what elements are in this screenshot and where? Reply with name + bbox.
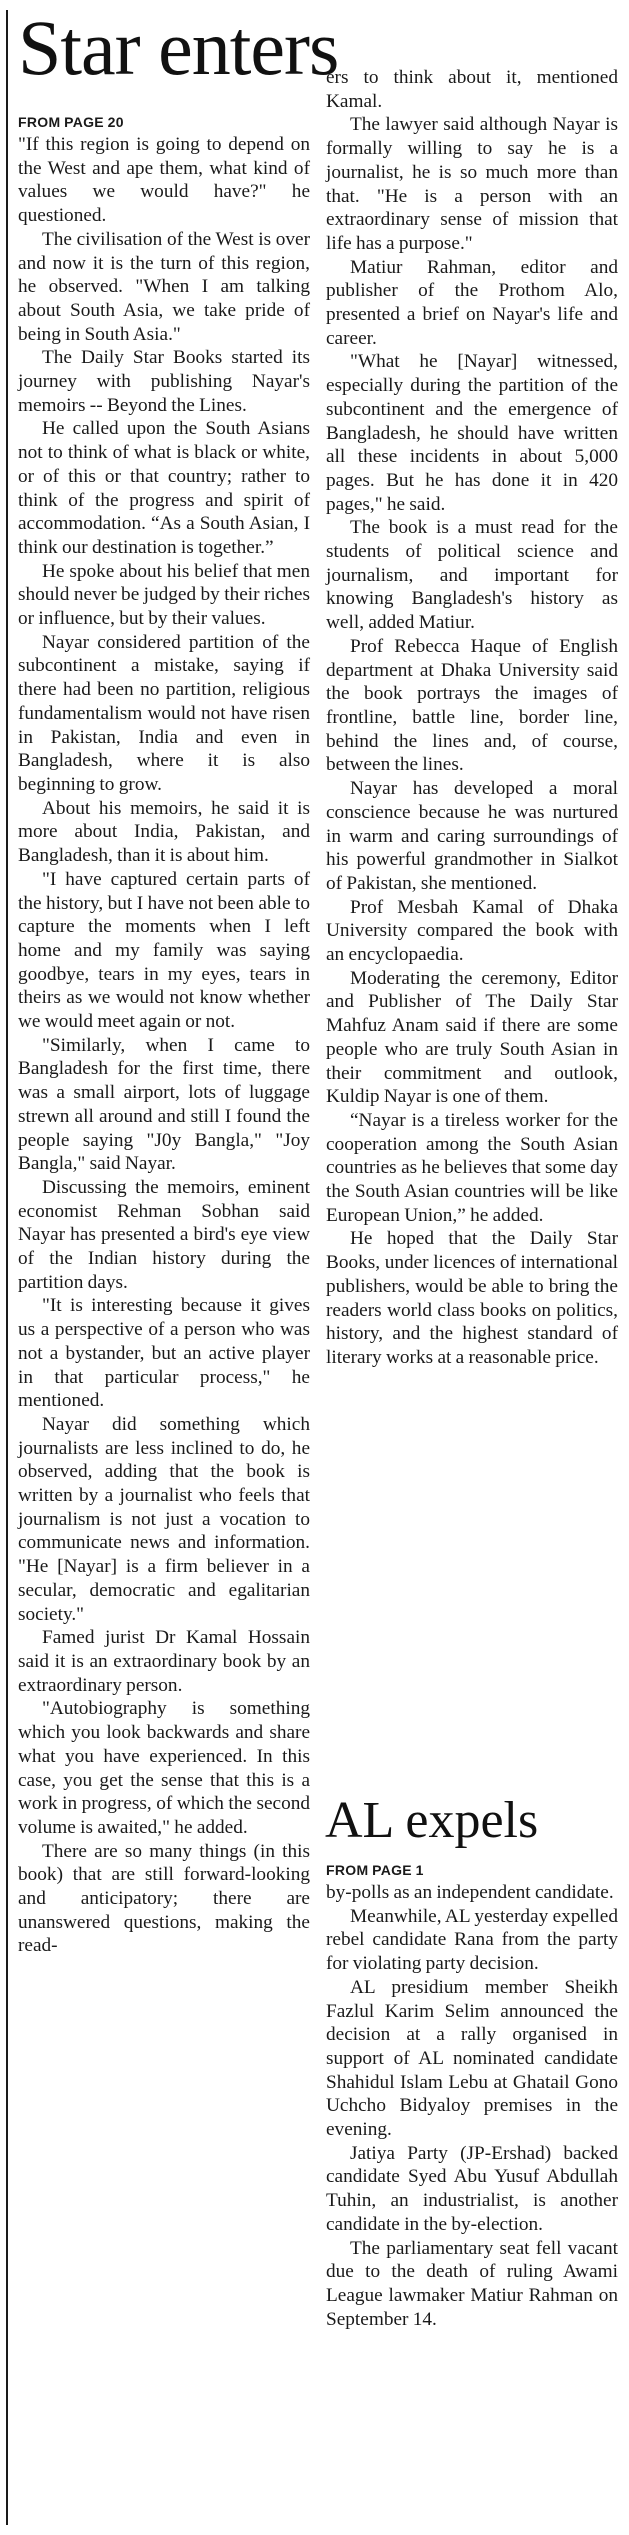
article-second-column <box>326 1862 618 2331</box>
paragraph: Prof Rebecca Haque of English department at Dhaka University said the book portrays the images of frontline, battle line, border line, behind the lines and, of course, between the lines. <box>326 635 618 776</box>
paragraph: Discussing the memoirs, eminent economist Rehman Sobhan said Nayar has presented a bird's eye view of the Indian history during the partition days. <box>18 1176 310 1293</box>
paragraph: The book is a must read for the students of political science and journalism, and important for knowing Bangladesh's history as well, added Matiur. <box>326 517 618 634</box>
kicker-from-page-1: FROM PAGE 1 <box>326 1862 424 1878</box>
paragraph: "It is interesting because it gives us a perspective of a person who was not a bystander, but an active player in that particular process," he mentioned. <box>18 1295 310 1412</box>
paragraph: The parliamentary seat fell vacant due to the death of ruling Awami League lawmaker Matiur Rahman on September 14. <box>326 2237 618 2330</box>
paragraph: Prof Mesbah Kamal of Dhaka University compared the book with an encyclopaedia. <box>326 896 618 966</box>
column-rule <box>6 10 8 2525</box>
paragraph-continuation: by-polls as an independent candidate. <box>326 1882 614 1903</box>
paragraph: The Daily Star Books started its journey with publishing Nayar's memoirs -- Beyond the Lines. <box>18 347 310 416</box>
paragraph: There are so many things (in this book) that are still forward-looking and anticipatory; there are unanswered questions, making the read- <box>18 1840 310 1957</box>
paragraph-continuation: ers to think about it, mentioned Kamal. <box>326 67 618 112</box>
kicker-from-page-20: FROM PAGE 20 <box>18 114 124 130</box>
paragraph: Famed jurist Dr Kamal Hossain said it is an extraordinary book by an extraordinary person. <box>18 1627 310 1696</box>
paragraph: Nayar did something which journalists are less inclined to do, he observed, adding that the book is written by a journalist who feels that journalism is not just a vocation to communicate news and information. "He [Nayar] is a firm believer in a secular, democratic and egalitarian society." <box>18 1413 310 1625</box>
paragraph: AL presidium member Sheikh Fazlul Karim Selim announced the decision at a rally organised in support of AL nominated candidate Shahidul Islam Lebu at Ghatail Gono Uchcho Bidyaloy premises in the evening. <box>326 1976 618 2141</box>
paragraph: The lawyer said although Nayar is formally willing to say he is a journalist, he is so much more than that. "He is a person with an extraordinary sense of mission that life has a purpose." <box>326 114 618 254</box>
paragraph: Jatiya Party (JP-Ershad) backed candidate Syed Abu Yusuf Abdullah Tuhin, an industrialist, is another candidate in the by-election. <box>326 2142 618 2235</box>
paragraph: "Autobiography is something which you look backwards and share what you have experienced. In this case, you get the sense that this is a work in progress, of which the second volume is awaited," he added. <box>18 1698 310 1838</box>
paragraph: "What he [Nayar] witnessed, especially during the partition of the subcontinent and the emergence of Bangladesh, he should have written all these incidents in about 5,000 pages. But he has done it in 420 pages," he said. <box>326 351 618 515</box>
article-main-column-2 <box>326 66 618 1370</box>
paragraph: "Similarly, when I came to Bangladesh for the first time, there was a small airport, lots of luggage strewn all around and still I found the people saying "J0y Bangla," "Joy Bangla," said Nayar. <box>18 1034 310 1175</box>
paragraph: "I have captured certain parts of the history, but I have not been able to capture the moments when I left home and my family was saying goodbye, tears in my eyes, tears in theirs as we would not know whether we would meet again or not. <box>18 868 310 1033</box>
paragraph: “Nayar is a tireless worker for the cooperation among the South Asian countries as he believes that some day the South Asian countries will be like European Union,” he added. <box>326 1109 618 1226</box>
paragraph: Meanwhile, AL yesterday expelled rebel candidate Rana from the party for violating party decision. <box>326 1905 618 1975</box>
paragraph: He called upon the South Asians not to think of what is black or white, or of this or that country; rather to think of the progress and spirit of accommodation. “As a South Asian, I think our destination is together.” <box>18 418 310 558</box>
paragraph: Nayar considered partition of the subcontinent a mistake, saying if there had been no partition, religious fundamentalism would not have risen in Pakistan, India and even in Bangladesh, where it is also beginning to grow. <box>18 631 310 795</box>
paragraph: He hoped that the Daily Star Books, under licences of international publishers, would be able to bring the readers world class books on politics, history, and the highest standard of literary works at a reasonable price. <box>326 1228 618 1368</box>
paragraph: Moderating the ceremony, Editor and Publisher of The Daily Star Mahfuz Anam said if there are some people who are truly South Asian in their commitment and outlook, Kuldip Nayar is one of them. <box>326 967 618 1108</box>
headline-star-enters: Star enters <box>18 4 339 91</box>
article-main-column-1 <box>18 114 310 1958</box>
paragraph: Nayar has developed a moral conscience because he was nurtured in warm and caring surroundings of his powerful grandmother in Sialkot of Pakistan, she mentioned. <box>326 778 618 894</box>
paragraph: "If this region is going to depend on the West and ape them, what kind of values we would have?" he questioned. <box>18 134 310 227</box>
paragraph: About his memoirs, he said it is more about India, Pakistan, and Bangladesh, than it is about him. <box>18 797 310 867</box>
paragraph: The civilisation of the West is over and now it is the turn of this region, he observed. "When I am talking about South Asia, we take pride of being in South Asia." <box>18 228 310 345</box>
headline-al-expels: AL expels <box>325 1792 539 1849</box>
paragraph: He spoke about his belief that men should never be judged by their riches or influence, but by their values. <box>18 560 310 630</box>
paragraph: Matiur Rahman, editor and publisher of the Prothom Alo, presented a brief on Nayar's life and career. <box>326 256 618 349</box>
